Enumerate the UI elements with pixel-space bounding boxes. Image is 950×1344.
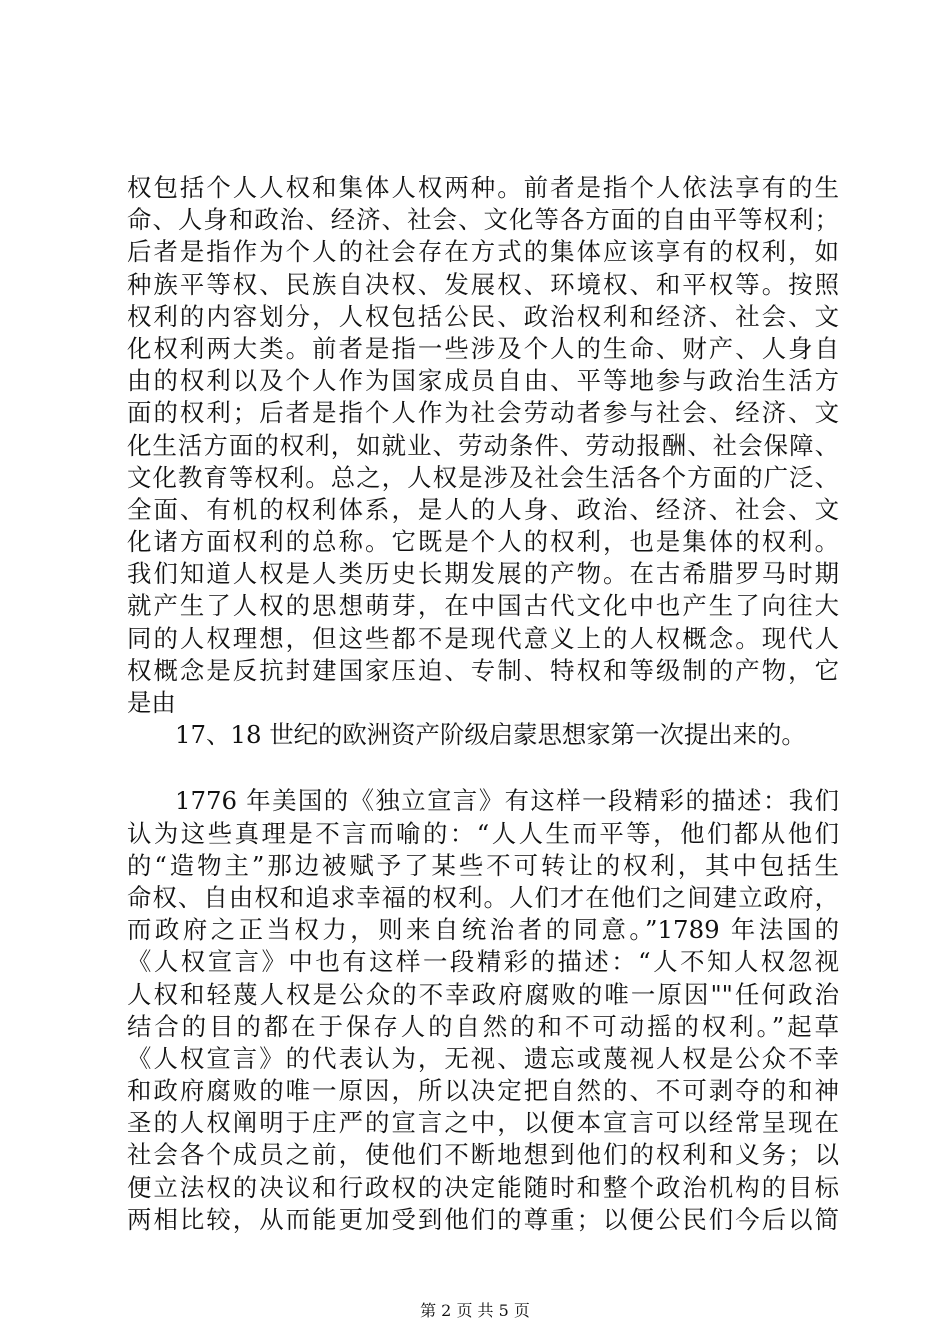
paragraph-1 (127, 172, 839, 719)
text-line: 化权利两大类。前者是指一些涉及个人的生命、财产、人身自 (127, 333, 839, 363)
text-line: 是由 (127, 688, 176, 717)
text-line: 我们知道人权是人类历史长期发展的产物。在古希腊罗马时期 (127, 559, 839, 589)
text-line: 结合的目的都在于保存人的自然的和不可动摇的权利。”起草 (127, 1011, 839, 1041)
text-line: 后者是指作为个人的社会存在方式的集体应该享有的权利，如 (127, 237, 839, 267)
text-line: 权包括个人人权和集体人权两种。前者是指个人依法享有的生 (127, 173, 839, 202)
text-line: 和政府腐败的唯一原因，所以决定把自然的、不可剥夺的和神 (127, 1076, 839, 1106)
document-body (127, 172, 839, 1236)
text-line: 便立法权的决议和行政权的决定能随时和整个政治机构的目标 (127, 1172, 839, 1202)
page-number-label: 第 2 页 共 5 页 (420, 1301, 530, 1320)
text-line: 《人权宣言》的代表认为，无视、遗忘或蔑视人权是公众不幸 (127, 1043, 839, 1073)
text-line: 就产生了人权的思想萌芽，在中国古代文化中也产生了向往大 (127, 591, 839, 621)
text-line: 认为这些真理是不言而喻的：“人人生而平等，他们都从他们 (127, 818, 839, 848)
text-line: 由的权利以及个人作为国家成员自由、平等地参与政治生活方 (127, 366, 839, 396)
paragraph-spacer (127, 751, 839, 785)
text-line: 1776 年美国的《独立宣言》有这样一段精彩的描述：我们 (175, 786, 839, 816)
text-line: 化生活方面的权利，如就业、劳动条件、劳动报酬、社会保障、 (127, 430, 839, 460)
text-line: 化诸方面权利的总称。它既是个人的权利，也是集体的权利。 (127, 527, 839, 557)
text-line: 同的人权理想，但这些都不是现代意义上的人权概念。现代人 (127, 623, 839, 653)
paragraph-3 (127, 785, 839, 1236)
text-line: 权概念是反抗封建国家压迫、专制、特权和等级制的产物，它 (127, 655, 839, 685)
text-line: 权利的内容划分，人权包括公民、政治权利和经济、社会、文 (127, 301, 839, 331)
text-line: 《人权宣言》中也有这样一段精彩的描述：“人不知人权忽视 (127, 947, 839, 977)
text-line: 面的权利；后者是指个人作为社会劳动者参与社会、经济、文 (127, 398, 839, 428)
text-line: 命、人身和政治、经济、社会、文化等各方面的自由平等权利； (127, 205, 839, 235)
text-line: 圣的人权阐明于庄严的宣言之中，以便本宣言可以经常呈现在 (127, 1108, 839, 1138)
text-line: 种族平等权、民族自决权、发展权、环境权、和平权等。按照 (127, 269, 839, 299)
text-line: 两相比较，从而能更加受到他们的尊重；以便公民们今后以简 (127, 1204, 839, 1234)
paragraph-2 (127, 719, 839, 751)
text-line: 的“造物主”那边被赋予了某些不可转让的权利，其中包括生 (127, 850, 839, 880)
text-line: 17、18 世纪的欧洲资产阶级启蒙思想家第一次提出来的。 (175, 720, 806, 750)
text-line: 人权和轻蔑人权是公众的不幸政府腐败的唯一原因""任何政治 (127, 979, 839, 1009)
text-line: 全面、有机的权利体系，是人的人身、政治、经济、社会、文 (127, 494, 839, 524)
text-line: 命权、自由权和追求幸福的权利。人们才在他们之间建立政府， (127, 882, 839, 912)
text-line: 而政府之正当权力，则来自统治者的同意。”1789 年法国的 (127, 915, 839, 945)
text-line: 文化教育等权利。总之，人权是涉及社会生活各个方面的广泛、 (127, 462, 839, 492)
page-footer (0, 1301, 950, 1321)
text-line: 社会各个成员之前，使他们不断地想到他们的权利和义务；以 (127, 1140, 839, 1170)
